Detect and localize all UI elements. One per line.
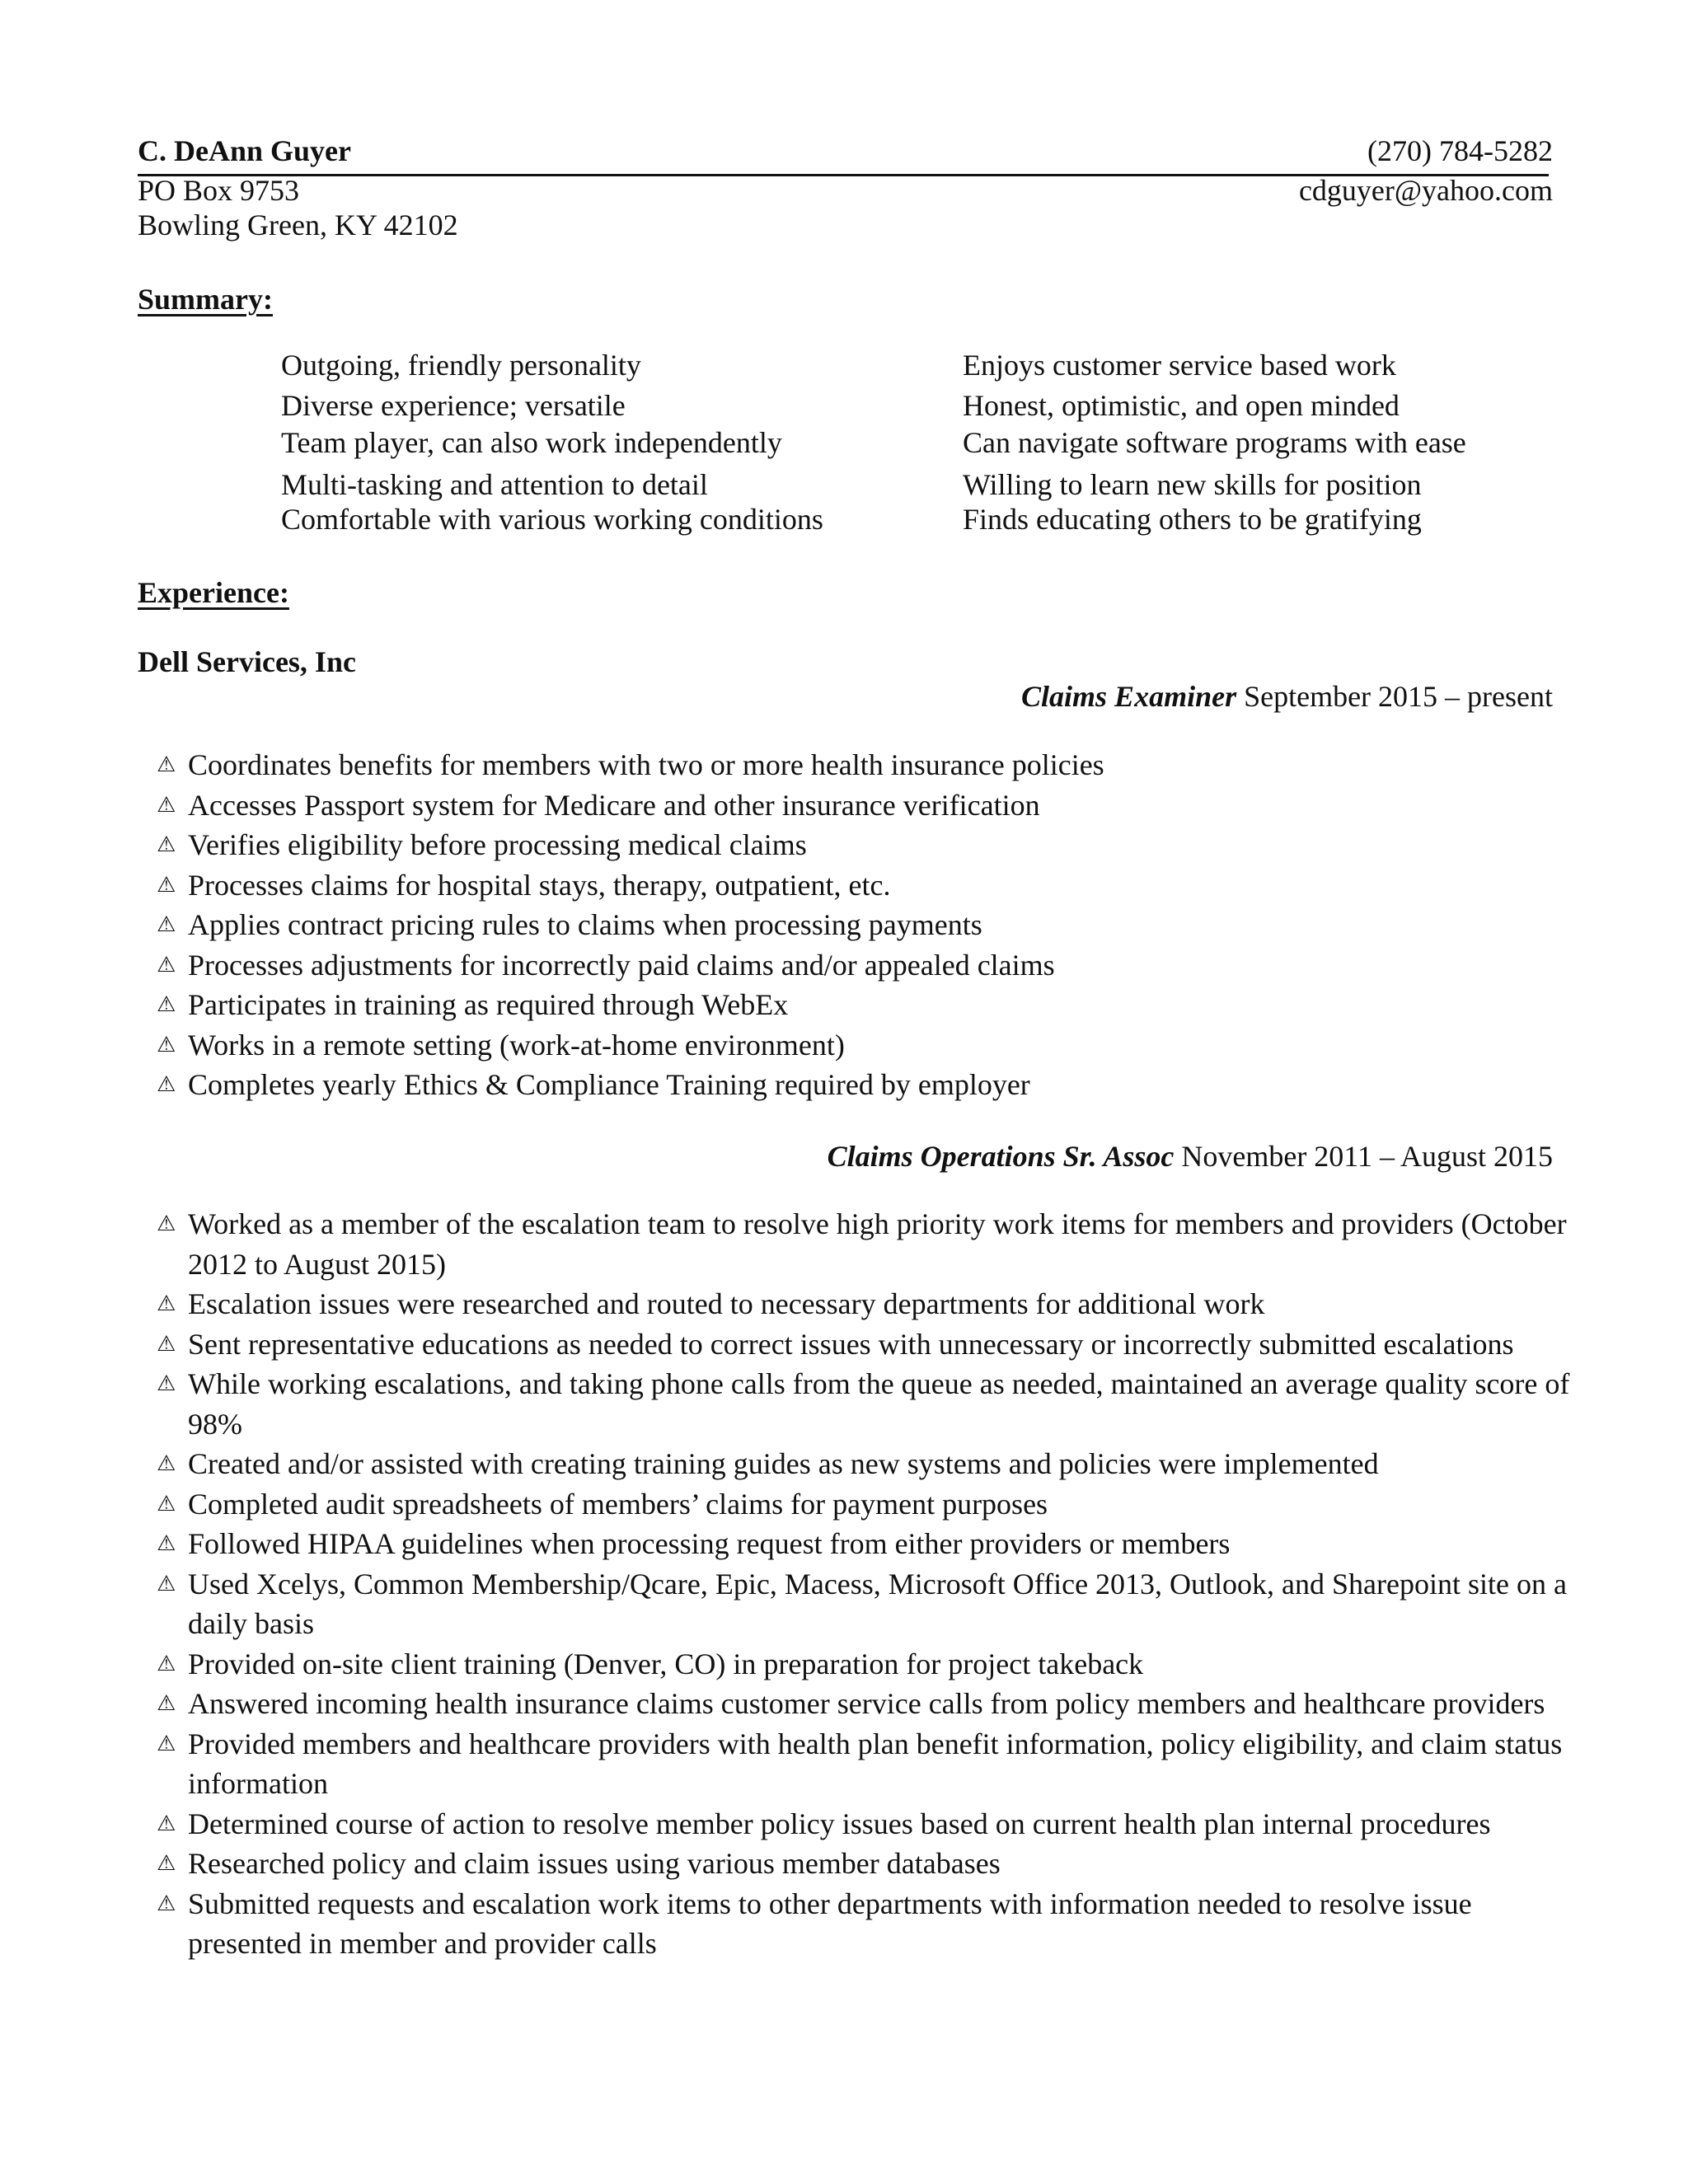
triangle-bullet-icon: ⚠ — [157, 1371, 176, 1396]
list-item: ⚠ Processes claims for hospital stays, therapy, outpatient, etc. — [157, 865, 1558, 906]
list-item: ⚠ Determined course of action to resolve member policy issues based on current health plan internal procedures — [157, 1804, 1573, 1844]
summary-right-item: Willing to learn new skills for position — [963, 468, 1422, 501]
list-item: ⚠ While working escalations, and taking phone calls from the queue as needed, maintained an average quality score of 98% — [157, 1364, 1573, 1444]
triangle-bullet-icon: ⚠ — [157, 832, 176, 857]
summary-right-item: Enjoys customer service based work — [963, 349, 1396, 382]
triangle-bullet-icon: ⚠ — [157, 1072, 176, 1097]
phone-number: (270) 784-5282 — [1367, 134, 1553, 167]
summary-heading: Summary: — [138, 283, 273, 316]
list-item: ⚠ Researched policy and claim issues using various member databases — [157, 1844, 1573, 1884]
summary-left-item: Team player, can also work independently — [281, 426, 782, 459]
summary-right-item: Honest, optimistic, and open minded — [963, 389, 1400, 422]
list-item: ⚠ Processes adjustments for incorrectly paid claims and/or appealed claims — [157, 945, 1558, 986]
list-item: ⚠ Coordinates benefits for members with two or more health insurance policies — [157, 745, 1558, 785]
list-item: ⚠ Completes yearly Ethics & Compliance Training required by employer — [157, 1065, 1558, 1105]
triangle-bullet-icon: ⚠ — [157, 1491, 176, 1516]
triangle-bullet-icon: ⚠ — [157, 792, 176, 818]
summary-left-item: Multi-tasking and attention to detail — [281, 468, 708, 501]
list-item: ⚠ Escalation issues were researched and routed to necessary departments for additional work — [157, 1284, 1573, 1324]
list-item: ⚠ Worked as a member of the escalation team to resolve high priority work items for members and providers (October 2012 to August 2015) — [157, 1204, 1573, 1284]
employer-name: Dell Services, Inc — [138, 645, 356, 678]
role-header — [1021, 678, 1553, 715]
role-dates: September 2015 – present — [1236, 680, 1553, 713]
role-title: Claims Examiner — [1021, 680, 1237, 713]
address-line-1: PO Box 9753 — [138, 174, 300, 207]
role-header — [828, 1138, 1553, 1174]
list-item: ⚠ Provided members and healthcare providers with health plan benefit information, policy eligibility, and claim status information — [157, 1724, 1573, 1804]
list-item: ⚠ Submitted requests and escalation work items to other departments with information needed to resolve issue presented in member and provider calls — [157, 1884, 1573, 1964]
list-item: ⚠ Accesses Passport system for Medicare and other insurance verification — [157, 785, 1558, 826]
experience-heading: Experience: — [138, 576, 289, 609]
triangle-bullet-icon: ⚠ — [157, 1851, 176, 1876]
triangle-bullet-icon: ⚠ — [157, 1212, 176, 1236]
list-item: ⚠ Answered incoming health insurance claims customer service calls from policy members and healthcare providers — [157, 1684, 1573, 1724]
list-item: ⚠ Completed audit spreadsheets of members’ claims for payment purposes — [157, 1484, 1573, 1525]
triangle-bullet-icon: ⚠ — [157, 912, 176, 937]
candidate-name: C. DeAnn Guyer — [138, 134, 351, 167]
role-bullet-list — [157, 1204, 1570, 1964]
list-item: ⚠ Participates in training as required through WebEx — [157, 985, 1558, 1025]
list-item: ⚠ Applies contract pricing rules to claims when processing payments — [157, 905, 1558, 945]
triangle-bullet-icon: ⚠ — [157, 1032, 176, 1057]
email-address: cdguyer@yahoo.com — [1298, 174, 1553, 207]
list-item: ⚠ Provided on-site client training (Denver, CO) in preparation for project takeback — [157, 1644, 1573, 1685]
role-dates: November 2011 – August 2015 — [1174, 1140, 1553, 1173]
list-item: ⚠ Sent representative educations as needed to correct issues with unnecessary or incorrectly submitted escalations — [157, 1324, 1573, 1365]
triangle-bullet-icon: ⚠ — [157, 1651, 176, 1676]
address-line-2: Bowling Green, KY 42102 — [138, 209, 458, 241]
triangle-bullet-icon: ⚠ — [157, 1331, 176, 1357]
summary-right-item: Finds educating others to be gratifying — [963, 503, 1422, 536]
list-item: ⚠ Used Xcelys, Common Membership/Qcare, Epic, Macess, Microsoft Office 2013, Outlook, and Sharepoint site on a daily basis — [157, 1564, 1573, 1644]
triangle-bullet-icon: ⚠ — [157, 1891, 176, 1916]
role-title: Claims Operations Sr. Assoc — [827, 1140, 1175, 1173]
triangle-bullet-icon: ⚠ — [157, 1531, 176, 1556]
triangle-bullet-icon: ⚠ — [157, 952, 176, 977]
summary-left-item: Comfortable with various working conditions — [281, 503, 823, 536]
triangle-bullet-icon: ⚠ — [157, 1811, 176, 1836]
triangle-bullet-icon: ⚠ — [157, 1691, 176, 1716]
triangle-bullet-icon: ⚠ — [157, 1731, 176, 1756]
list-item: ⚠ Created and/or assisted with creating training guides as new systems and policies were implemented — [157, 1444, 1573, 1484]
triangle-bullet-icon: ⚠ — [157, 1451, 176, 1476]
summary-left-item: Diverse experience; versatile — [281, 389, 626, 422]
list-item: ⚠ Followed HIPAA guidelines when processing request from either providers or members — [157, 1524, 1573, 1564]
summary-left-item: Outgoing, friendly personality — [281, 349, 641, 382]
triangle-bullet-icon: ⚠ — [157, 1291, 176, 1316]
list-item: ⚠ Works in a remote setting (work-at-home environment) — [157, 1025, 1558, 1066]
triangle-bullet-icon: ⚠ — [157, 1571, 176, 1596]
summary-right-item: Can navigate software programs with ease — [963, 426, 1466, 459]
role-bullet-list — [157, 745, 1558, 1105]
triangle-bullet-icon: ⚠ — [157, 992, 176, 1017]
list-item: ⚠ Verifies eligibility before processing medical claims — [157, 825, 1558, 865]
triangle-bullet-icon: ⚠ — [157, 752, 176, 777]
triangle-bullet-icon: ⚠ — [157, 872, 176, 898]
